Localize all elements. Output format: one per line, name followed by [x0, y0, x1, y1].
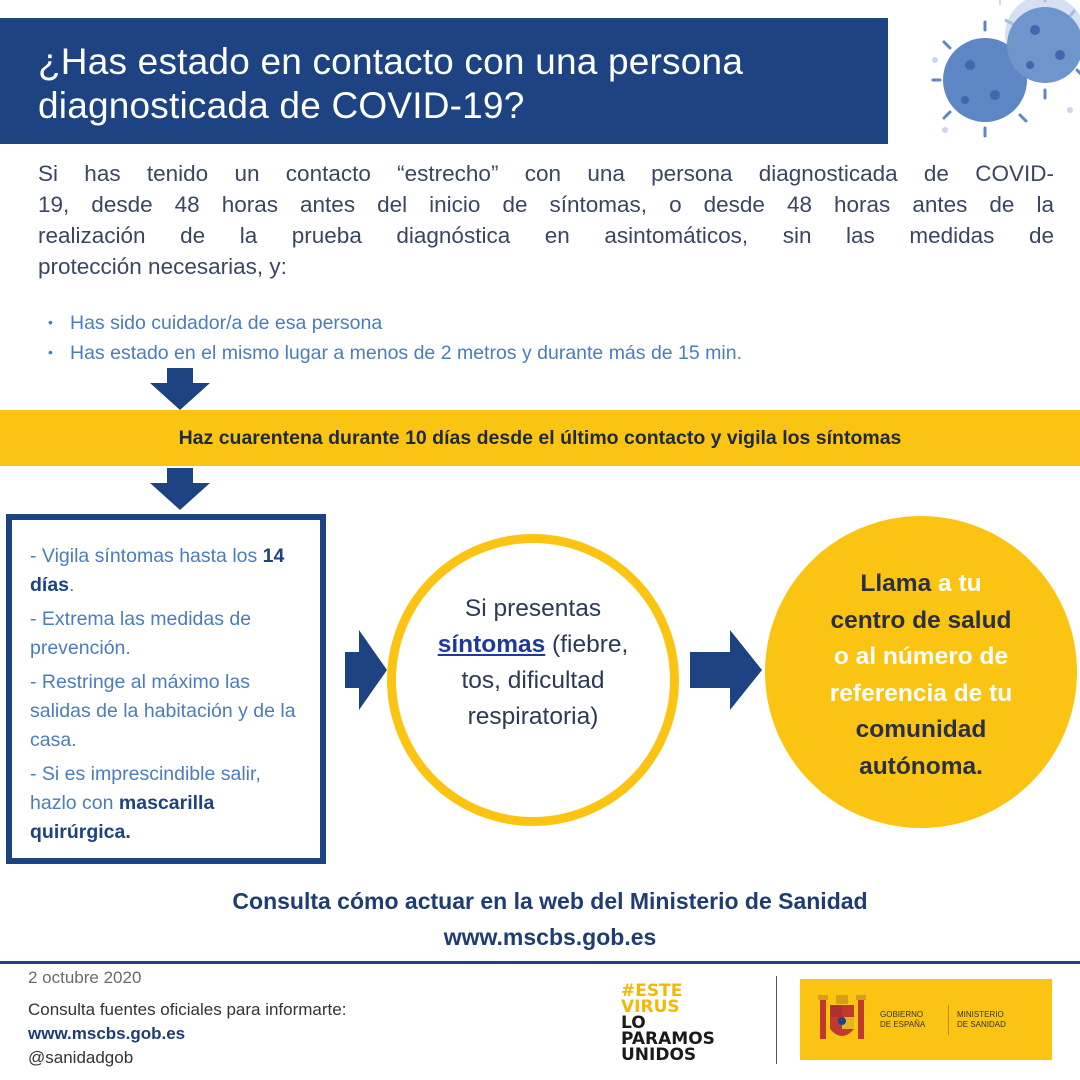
measure-text: - Vigila síntomas hasta los: [30, 545, 263, 567]
ministry-label: [957, 1010, 1006, 1030]
consult-url[interactable]: www.mscbs.gob.es: [443, 924, 657, 950]
gov-label: [880, 1010, 925, 1030]
contact-conditions-list: [48, 308, 742, 368]
arrow-down-icon: [150, 468, 210, 510]
footer-url-link[interactable]: www.mscbs.gob.es: [28, 1024, 186, 1043]
coronavirus-icon: [925, 0, 1080, 140]
gov-line: DE ESPAÑA: [880, 1020, 926, 1029]
measure-highlight: 14 días: [30, 545, 285, 596]
call-line: comunidad: [855, 716, 987, 743]
government-logo: [800, 979, 1052, 1060]
title-banner: [0, 18, 888, 144]
symptoms-line: Si presentas: [464, 595, 602, 622]
symptoms-line: tos, dificultad: [461, 667, 605, 694]
call-line: autónoma.: [859, 752, 983, 780]
footer-text: Consulta fuentes oficiales para informarte:: [28, 1000, 347, 1019]
measures-box: [6, 514, 326, 864]
symptoms-circle: [387, 534, 679, 826]
campaign-logo: [621, 981, 761, 1065]
list-item-text: Has sido cuidador/a de esa persona: [70, 312, 383, 334]
coat-of-arms-icon: [814, 991, 870, 1049]
measure-highlight: mascarilla quirúrgica.: [30, 792, 215, 843]
campaign-tag: #ESTE: [621, 981, 683, 1001]
call-line: [765, 566, 1077, 603]
ministry-line: MINISTERIO: [957, 1010, 1004, 1019]
symptoms-line: respiratoria): [467, 703, 599, 730]
campaign-text: UNIDOS: [621, 1045, 697, 1065]
gov-divider: [948, 1005, 949, 1035]
divider: [0, 961, 1080, 964]
list-item: [48, 338, 742, 368]
intro-line: protección necesarias, y:: [38, 254, 287, 279]
call-plain: a tu: [938, 570, 982, 597]
call-circle: [765, 516, 1077, 828]
bullet-icon: •: [48, 344, 53, 360]
logo-divider: [776, 976, 777, 1064]
bullet-icon: •: [48, 314, 53, 330]
list-item-text: Has estado en el mismo lugar a menos de 2 metros y durante más de 15 min.: [70, 342, 742, 364]
symptoms-line-rest: (fiebre,: [545, 631, 629, 658]
intro-line: realización de la prueba diagnóstica en asintomáticos, sin las medidas de: [38, 223, 1054, 248]
call-emphasis: Llama: [860, 570, 939, 597]
ministry-line: DE SANIDAD: [957, 1020, 1006, 1029]
consult-heading: Consulta cómo actuar en la web del Ministerio de Sanidad: [232, 888, 868, 914]
intro-line: Si has tenido un contacto “estrecho” con una persona diagnosticada de COVID-: [38, 161, 1054, 186]
measure-item: - Extrema las medidas de prevención.: [30, 608, 252, 659]
title-line-2: diagnosticada de COVID-19?: [38, 85, 525, 126]
quarantine-banner: Haz cuarentena durante 10 días desde el último contacto y vigila los síntomas: [0, 410, 1080, 466]
list-item: [48, 308, 742, 338]
intro-line: 19, desde 48 horas antes del inicio de síntomas, o desde 48 horas antes de la: [38, 192, 1054, 217]
campaign-text: PARAMOS: [621, 1029, 715, 1049]
arrow-down-icon: [150, 368, 210, 410]
symptoms-link[interactable]: síntomas: [437, 631, 546, 658]
arrow-right-icon: [345, 630, 387, 710]
call-line: referencia de tu: [829, 679, 1013, 707]
measure-text: .: [69, 574, 75, 596]
gov-line: GOBIERNO: [880, 1010, 924, 1019]
call-line: centro de salud: [830, 606, 1012, 634]
call-text: [765, 566, 1077, 785]
measure-item: [30, 760, 306, 847]
title-line-1: ¿Has estado en contacto con una persona: [38, 41, 744, 82]
measure-text: - Si es imprescindible salir, hazlo con: [30, 763, 261, 814]
campaign-tag: VIRUS: [621, 997, 680, 1017]
measure-item: [30, 542, 306, 600]
symptoms-text: [396, 591, 670, 735]
publication-date: 2 octubre 2020: [28, 968, 142, 987]
footer-sources: [28, 998, 346, 1070]
arrow-right-icon: [690, 630, 762, 710]
footer-handle-link[interactable]: @sanidadgob: [28, 1048, 134, 1067]
campaign-text: LO: [621, 1013, 646, 1033]
measure-item: - Restringe al máximo las salidas de la habitación y de la casa.: [30, 671, 296, 751]
symptoms-line: [396, 627, 670, 663]
call-line: o al número de: [833, 643, 1009, 670]
intro-paragraph: [38, 158, 1054, 282]
